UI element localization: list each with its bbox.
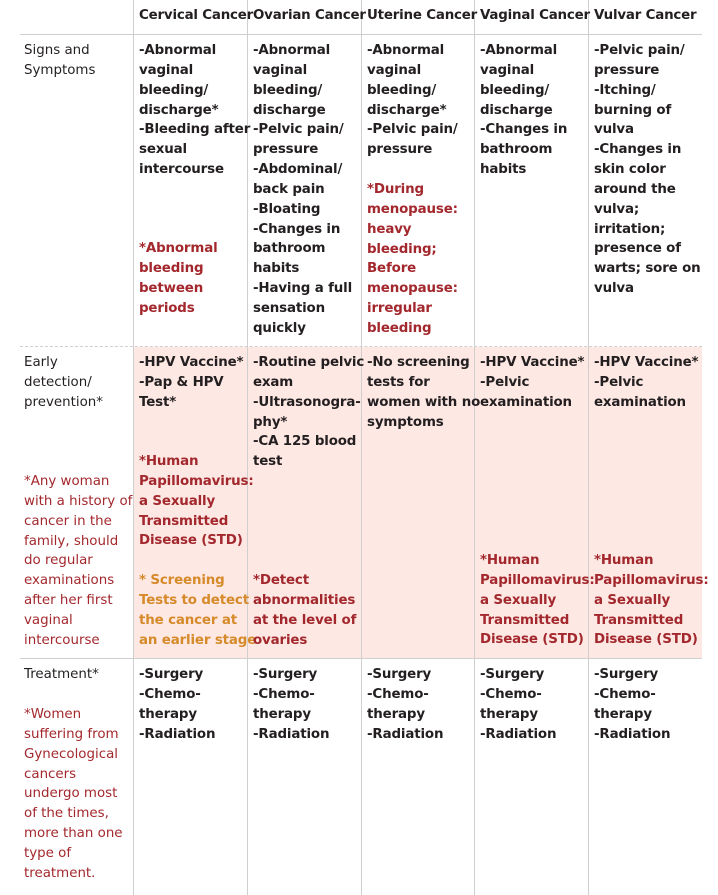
- header-ovarian-cancer: Ovarian Cancer: [253, 8, 366, 23]
- cell-cervical-early: [139, 353, 243, 413]
- cell-ovarian-signs-line: bleeding/: [253, 82, 323, 98]
- cell-ovarian-signs-line: -Pelvic pain/: [253, 122, 344, 138]
- row-label-treatment-note-line: *Women: [24, 707, 82, 722]
- cell-vaginal-early-note-line: Disease (STD): [480, 632, 584, 648]
- cell-uterine-treatment: [367, 665, 443, 744]
- cell-cervical-early-note-hpv: [139, 452, 254, 551]
- column-rule-5: [588, 0, 589, 895]
- cell-vaginal-early-line: -Pelvic: [480, 374, 530, 390]
- cell-uterine-signs-note-line: *During: [367, 182, 424, 197]
- cell-vulvar-signs-line: around the: [594, 181, 676, 197]
- cell-vulvar-treatment: [594, 665, 670, 744]
- cell-ovarian-treatment-line: -Chemo-: [253, 686, 315, 702]
- cell-cervical-early-line: Test*: [139, 394, 177, 410]
- cell-uterine-treatment-line: -Chemo-: [367, 686, 429, 702]
- cell-uterine-signs-line: -Pelvic pain/: [367, 122, 458, 138]
- cell-ovarian-early-line: -Ultrasonogra-: [253, 394, 361, 410]
- cell-uterine-early: [367, 353, 480, 432]
- cell-vaginal-treatment-line: -Radiation: [480, 726, 557, 742]
- cell-uterine-signs-note-line: irregular: [367, 301, 432, 317]
- cell-cervical-treatment-line: therapy: [139, 706, 197, 722]
- row-label-treatment-note-line: Gynecological: [24, 746, 119, 762]
- cell-vaginal-early-note-line: Papillomavirus:: [480, 572, 595, 588]
- cell-vaginal-treatment-line: -Surgery: [480, 667, 545, 682]
- cell-vaginal-treatment-line: therapy: [480, 706, 538, 722]
- column-rule-1: [133, 0, 134, 895]
- cell-uterine-signs-note-line: menopause:: [367, 201, 458, 217]
- cell-uterine-treatment-line: therapy: [367, 706, 425, 722]
- cell-ovarian-treatment: [253, 665, 329, 744]
- cell-uterine-early-line: tests for: [367, 374, 430, 390]
- row-label-early-detection-line: detection/: [24, 374, 92, 390]
- row-label-early-detection-note-line: vaginal: [24, 612, 73, 628]
- cell-ovarian-treatment-line: therapy: [253, 706, 311, 722]
- cell-cervical-treatment-line: -Surgery: [139, 667, 204, 682]
- row-label-early-detection-note-line: do regular: [24, 553, 93, 569]
- cell-ovarian-signs-line: vaginal: [253, 62, 308, 78]
- cell-vulvar-signs-line: skin color: [594, 162, 666, 178]
- row-label-early-detection: [24, 353, 132, 413]
- cell-vulvar-early-note: [594, 551, 709, 650]
- cell-vulvar-early-note-line: Transmitted: [594, 612, 684, 628]
- cell-uterine-signs-note-line: Before: [367, 261, 417, 277]
- row-label-treatment-note-line: of the times,: [24, 806, 109, 822]
- cell-ovarian-early-line: -CA 125 blood: [253, 434, 357, 450]
- cell-vulvar-signs-line: presence of: [594, 241, 681, 257]
- row-label-early-detection-note-line: examinations: [24, 573, 115, 589]
- cell-cervical-early-note-hpv-line: a Sexually: [139, 493, 216, 509]
- cell-cervical-early-note-hpv-line: Disease (STD): [139, 533, 243, 549]
- cell-uterine-signs-line: -Abnormal: [367, 43, 445, 58]
- cell-uterine-signs-line: vaginal: [367, 62, 422, 78]
- cell-cervical-early-line: -Pap & HPV: [139, 374, 224, 390]
- cell-ovarian-early-line: exam: [253, 374, 294, 390]
- row-label-early-detection-line: Early: [24, 355, 58, 370]
- cell-uterine-early-line: women with no: [367, 394, 481, 410]
- row-label-early-detection-note-line: after her first: [24, 593, 113, 609]
- row-label-treatment-note-line: undergo most: [24, 786, 118, 802]
- cell-vaginal-early-note: [480, 551, 595, 650]
- cell-vulvar-early-note-line: Disease (STD): [594, 632, 698, 648]
- cell-ovarian-signs-line: -Abdominal/: [253, 162, 343, 178]
- cell-ovarian-early: [253, 353, 364, 472]
- row-label-early-detection-note-line: family, should: [24, 533, 119, 549]
- cell-cervical-treatment: [139, 665, 215, 744]
- cell-ovarian-early-line: -Routine pelvic: [253, 355, 365, 370]
- cell-vaginal-treatment: [480, 665, 556, 744]
- cell-vaginal-signs-line: -Changes in: [480, 122, 568, 138]
- cell-cervical-early-note-screening-line: an earlier stage: [139, 632, 257, 648]
- cell-vaginal-early-line: -HPV Vaccine*: [480, 355, 585, 370]
- cell-vulvar-treatment-line: -Chemo-: [594, 686, 656, 702]
- cell-vulvar-early-line: -Pelvic: [594, 374, 644, 390]
- cell-uterine-treatment-line: -Surgery: [367, 667, 432, 682]
- cell-ovarian-signs-line: pressure: [253, 142, 319, 158]
- cell-uterine-early-line: -No screening: [367, 355, 470, 370]
- cell-ovarian-signs: [253, 41, 352, 339]
- cell-cervical-early-note-screening-line: * Screening: [139, 573, 225, 588]
- row-label-signs-symptoms-line: Signs and: [24, 43, 90, 58]
- cell-cervical-signs-line: bleeding/: [139, 82, 209, 98]
- cell-ovarian-early-note: [253, 571, 356, 650]
- row-label-early-detection-note-line: intercourse: [24, 632, 100, 648]
- row-label-treatment-note: [24, 705, 132, 884]
- row-label-treatment-note-line: suffering from: [24, 726, 119, 742]
- cell-vaginal-early: [480, 353, 584, 413]
- cell-vaginal-early-note-line: *Human: [480, 553, 540, 568]
- cell-cervical-treatment-line: -Radiation: [139, 726, 216, 742]
- cell-vulvar-early-line: examination: [594, 394, 686, 410]
- cell-vaginal-signs-line: vaginal: [480, 62, 535, 78]
- row-label-early-detection-note-line: with a history of: [24, 493, 133, 509]
- cell-ovarian-early-note-line: at the level of: [253, 612, 357, 628]
- cell-cervical-treatment-line: -Chemo-: [139, 686, 201, 702]
- row-label-treatment-note-line: type of: [24, 845, 72, 861]
- cell-cervical-signs-line: -Abnormal: [139, 43, 217, 58]
- cell-vulvar-early-line: -HPV Vaccine*: [594, 355, 699, 370]
- cell-ovarian-signs-line: -Changes in: [253, 221, 341, 237]
- cell-ovarian-early-line: test: [253, 454, 283, 470]
- cell-cervical-early-note-screening-line: the cancer at: [139, 612, 237, 628]
- cell-cervical-early-note-screening: [139, 571, 256, 650]
- cell-ovarian-signs-line: back pain: [253, 181, 325, 197]
- cell-cervical-signs-note-line: *Abnormal: [139, 241, 218, 256]
- cell-uterine-signs-line: bleeding/: [367, 82, 437, 98]
- cell-vaginal-signs: [480, 41, 567, 180]
- row-label-early-detection-note-line: *Any woman: [24, 474, 110, 489]
- cell-vaginal-early-note-line: a Sexually: [480, 592, 557, 608]
- cell-vulvar-early-note-line: Papillomavirus:: [594, 572, 709, 588]
- cell-vaginal-early-note-line: Transmitted: [480, 612, 570, 628]
- cell-vulvar-early-note-line: *Human: [594, 553, 654, 568]
- header-cervical-cancer: Cervical Cancer: [139, 8, 254, 23]
- cell-ovarian-treatment-line: -Radiation: [253, 726, 330, 742]
- cell-vaginal-early-line: examination: [480, 394, 572, 410]
- cell-uterine-signs-note-line: bleeding: [367, 320, 432, 336]
- cell-uterine-treatment-line: -Radiation: [367, 726, 444, 742]
- cell-vulvar-treatment-line: -Surgery: [594, 667, 659, 682]
- cell-vulvar-signs-line: -Changes in: [594, 142, 682, 158]
- cell-ovarian-early-note-line: *Detect: [253, 573, 309, 588]
- cell-vulvar-signs: [594, 41, 701, 299]
- cell-cervical-signs-line: discharge*: [139, 102, 219, 118]
- cell-ovarian-early-line: phy*: [253, 414, 288, 430]
- cell-vaginal-treatment-line: -Chemo-: [480, 686, 542, 702]
- cell-ovarian-signs-line: -Bloating: [253, 201, 321, 217]
- cell-cervical-signs-note-line: periods: [139, 300, 195, 316]
- cell-vulvar-signs-line: vulva: [594, 281, 634, 297]
- row-label-treatment-note-line: cancers: [24, 766, 77, 782]
- cancer-comparison-table: [20, 0, 709, 895]
- row-label-treatment-note-line: treatment.: [24, 865, 96, 881]
- cell-uterine-signs-note: [367, 180, 458, 339]
- column-rule-4: [474, 0, 475, 895]
- cell-ovarian-signs-line: discharge: [253, 102, 326, 118]
- cell-vulvar-early: [594, 353, 698, 413]
- row-label-early-detection-line: prevention*: [24, 394, 103, 410]
- cell-vulvar-signs-line: -Pelvic pain/: [594, 43, 685, 58]
- cell-vulvar-signs-line: -Itching/: [594, 82, 656, 98]
- cell-vaginal-signs-line: bathroom: [480, 142, 553, 158]
- cell-ovarian-signs-line: bathroom: [253, 241, 326, 257]
- cell-vulvar-signs-line: vulva;: [594, 201, 640, 217]
- header-vaginal-cancer: Vaginal Cancer: [480, 8, 590, 23]
- row-label-signs-symptoms-line: Symptoms: [24, 62, 96, 78]
- cell-uterine-signs-note-line: menopause:: [367, 281, 458, 297]
- cell-vulvar-signs-line: warts; sore on: [594, 261, 701, 277]
- cell-cervical-early-note-hpv-line: Transmitted: [139, 513, 229, 529]
- cell-cervical-signs-note: [139, 239, 218, 318]
- cell-ovarian-early-note-line: abnormalities: [253, 592, 356, 608]
- cell-cervical-signs-note-line: between: [139, 280, 204, 296]
- cell-vulvar-treatment-line: therapy: [594, 706, 652, 722]
- cell-vulvar-treatment-line: -Radiation: [594, 726, 671, 742]
- cell-ovarian-signs-line: -Abnormal: [253, 43, 331, 58]
- cell-vaginal-signs-line: discharge: [480, 102, 553, 118]
- cell-ovarian-early-note-line: ovaries: [253, 632, 308, 648]
- cell-cervical-signs-line: sexual: [139, 142, 187, 158]
- cell-cervical-signs-line: vaginal: [139, 62, 194, 78]
- row-label-treatment-note-line: more than one: [24, 826, 123, 842]
- cell-vulvar-signs-line: burning of: [594, 102, 672, 118]
- header-vulvar-cancer: Vulvar Cancer: [594, 8, 697, 23]
- cell-uterine-early-line: symptoms: [367, 414, 444, 430]
- cell-uterine-signs-line: discharge*: [367, 102, 447, 118]
- cell-ovarian-signs-line: -Having a full: [253, 281, 353, 297]
- cell-vulvar-early-note-line: a Sexually: [594, 592, 671, 608]
- cell-cervical-early-note-screening-line: Tests to detect: [139, 592, 249, 608]
- cell-cervical-signs-note-line: bleeding: [139, 260, 204, 276]
- cell-uterine-signs-line: pressure: [367, 142, 433, 158]
- cell-vulvar-signs-line: irritation;: [594, 221, 666, 237]
- cell-uterine-signs-note-line: bleeding;: [367, 241, 437, 257]
- cell-vaginal-signs-line: habits: [480, 162, 527, 178]
- row-label-signs-symptoms: [24, 41, 132, 81]
- cell-vaginal-signs-line: bleeding/: [480, 82, 550, 98]
- cell-uterine-signs: [367, 41, 458, 160]
- cell-vulvar-signs-line: pressure: [594, 62, 660, 78]
- cell-cervical-early-line: -HPV Vaccine*: [139, 355, 244, 370]
- cell-vaginal-signs-line: -Abnormal: [480, 43, 558, 58]
- cell-ovarian-signs-line: quickly: [253, 320, 306, 336]
- cell-vulvar-signs-line: vulva: [594, 122, 634, 138]
- cell-cervical-signs-line: -Bleeding after: [139, 122, 251, 138]
- header-uterine-cancer: Uterine Cancer: [367, 8, 478, 23]
- cell-cervical-signs-line: intercourse: [139, 162, 224, 178]
- row-label-early-detection-note-line: cancer in the: [24, 513, 112, 529]
- cell-ovarian-signs-line: sensation: [253, 300, 325, 316]
- row-label-treatment: [24, 665, 132, 685]
- cell-cervical-early-note-hpv-line: Papillomavirus:: [139, 473, 254, 489]
- cell-ovarian-treatment-line: -Surgery: [253, 667, 318, 682]
- cell-ovarian-signs-line: habits: [253, 261, 300, 277]
- cell-cervical-early-note-hpv-line: *Human: [139, 454, 199, 469]
- row-label-early-detection-note: [24, 472, 132, 651]
- cell-uterine-signs-note-line: heavy: [367, 221, 412, 237]
- cell-cervical-signs: [139, 41, 250, 180]
- row-label-treatment-line: Treatment*: [24, 667, 99, 682]
